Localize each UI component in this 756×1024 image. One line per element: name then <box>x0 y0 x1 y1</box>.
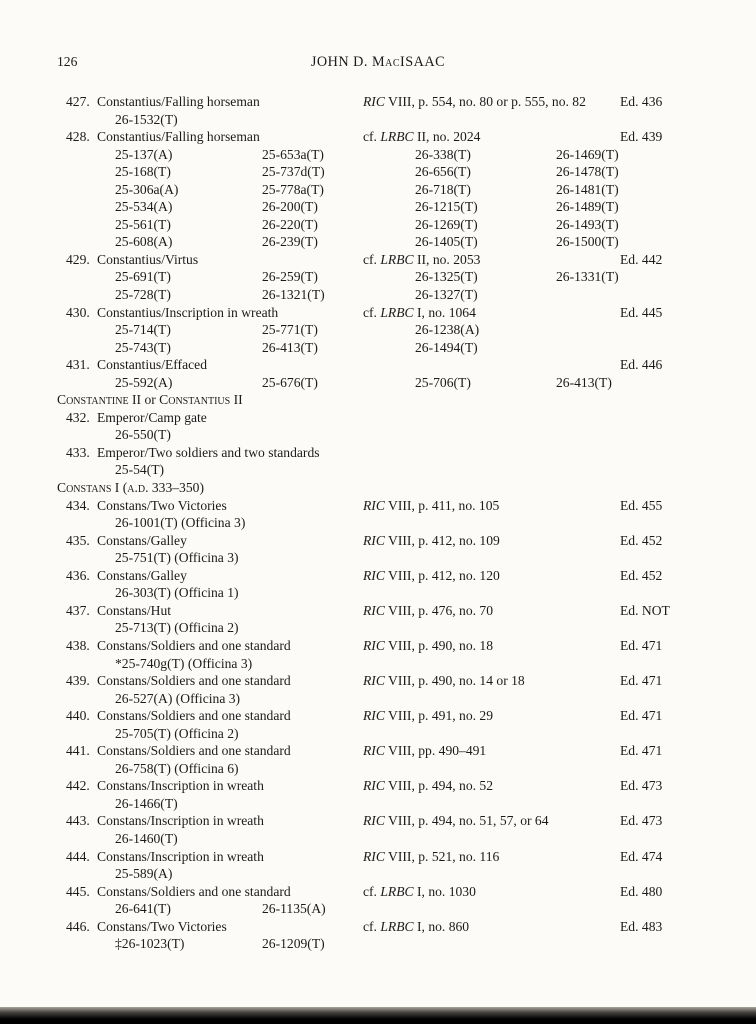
edition-number: Ed. 455 <box>620 497 663 513</box>
specimen-id: 26-1238(A) <box>415 322 480 338</box>
entry-row <box>0 777 756 795</box>
entry-reference: cf. LRBC II, no. 2053 <box>363 251 481 267</box>
entry-description: Constans/Soldiers and one standard <box>97 743 291 759</box>
specimen-row <box>0 286 756 304</box>
reference-abbreviation: LRBC <box>380 129 414 145</box>
entry-number: 437. <box>66 602 90 618</box>
edition-number: Ed. 473 <box>620 813 663 829</box>
specimen-id: 26-1215(T) <box>415 199 478 215</box>
specimen-row <box>0 514 756 532</box>
specimen-id: 25-534(A) <box>115 199 173 215</box>
section-heading-part: or <box>141 392 160 408</box>
specimen-id: 25-168(T) <box>115 164 171 180</box>
entry-row <box>0 532 756 550</box>
entry-reference: RIC VIII, p. 521, no. 116 <box>363 848 500 864</box>
section-heading-part: Constans I (a.d. 333–350) <box>57 480 204 496</box>
entry-reference: RIC VIII, p. 476, no. 70 <box>363 602 494 618</box>
specimen-row <box>0 233 756 251</box>
specimen-row <box>0 795 756 813</box>
entry-row <box>0 602 756 620</box>
specimen-id: 25-691(T) <box>115 269 171 285</box>
entry-number: 431. <box>66 357 90 373</box>
entry-description: Emperor/Two soldiers and two standards <box>97 444 320 460</box>
specimen-id: 26-1135(A) <box>262 901 326 917</box>
specimen-id: 25-713(T) (Officina 2) <box>115 620 239 636</box>
specimen-row <box>0 900 756 918</box>
entry-reference: RIC VIII, p. 494, no. 52 <box>363 778 494 794</box>
entry-description: Constans/Soldiers and one standard <box>97 673 291 689</box>
specimen-row <box>0 725 756 743</box>
reference-abbreviation: LRBC <box>380 883 414 899</box>
entry-reference: cf. LRBC I, no. 1030 <box>363 883 476 899</box>
specimen-id: 26-1209(T) <box>262 936 325 952</box>
specimen-id: 26-641(T) <box>115 901 171 917</box>
specimen-row <box>0 198 756 216</box>
edition-number: Ed. NOT <box>620 602 670 618</box>
specimen-row <box>0 339 756 357</box>
reference-abbreviation: RIC <box>363 497 385 513</box>
reference-abbreviation: RIC <box>363 602 385 618</box>
section-heading-text <box>57 479 204 497</box>
section-heading <box>0 479 756 497</box>
entry-row <box>0 567 756 585</box>
entry-number: 445. <box>66 883 90 899</box>
entry-reference: RIC VIII, p. 412, no. 109 <box>363 532 500 548</box>
entry-number: 427. <box>66 94 90 109</box>
entry-number: 440. <box>66 708 90 724</box>
specimen-id: 26-1532(T) <box>115 111 178 127</box>
edition-number: Ed. 471 <box>620 637 663 653</box>
specimen-id: 26-1481(T) <box>556 181 619 197</box>
entry-row <box>0 848 756 866</box>
edition-number: Ed. 473 <box>620 778 663 794</box>
specimen-id: 26-413(T) <box>556 374 612 390</box>
reference-abbreviation: RIC <box>363 778 385 794</box>
specimen-id: 25-592(A) <box>115 374 173 390</box>
specimen-row <box>0 760 756 778</box>
specimen-id: 26-413(T) <box>262 339 318 355</box>
entry-reference: RIC VIII, p. 494, no. 51, 57, or 64 <box>363 813 549 829</box>
reference-abbreviation: RIC <box>363 567 385 583</box>
specimen-id: 25-714(T) <box>115 322 171 338</box>
specimen-id: 25-771(T) <box>262 322 318 338</box>
specimen-row <box>0 268 756 286</box>
specimen-row <box>0 655 756 673</box>
edition-number: Ed. 474 <box>620 848 663 864</box>
specimen-row <box>0 426 756 444</box>
edition-number: Ed. 471 <box>620 743 663 759</box>
specimen-id: 25-54(T) <box>115 462 165 478</box>
entry-number: 432. <box>66 409 90 425</box>
specimen-id: 26-338(T) <box>415 146 471 162</box>
entry-description: Constans/Inscription in wreath <box>97 778 264 794</box>
entry-reference: RIC VIII, p. 491, no. 29 <box>363 708 494 724</box>
entry-description: Constans/Two Victories <box>97 497 227 513</box>
entry-number: 441. <box>66 743 90 759</box>
entry-number: 433. <box>66 444 90 460</box>
entry-row <box>0 812 756 830</box>
specimen-id: 25-608(A) <box>115 234 173 250</box>
page-body <box>0 93 756 953</box>
specimen-id: 26-220(T) <box>262 216 318 232</box>
specimen-id: ‡26-1023(T) <box>115 936 185 952</box>
section-heading-text <box>57 391 243 409</box>
specimen-id: 26-718(T) <box>415 181 471 197</box>
entry-number: 439. <box>66 673 90 689</box>
specimen-row <box>0 321 756 339</box>
section-heading-part: Constantius II <box>159 392 243 408</box>
specimen-id: 25-728(T) <box>115 287 171 303</box>
specimen-row <box>0 374 756 392</box>
specimen-id: 25-561(T) <box>115 216 171 232</box>
reference-abbreviation: RIC <box>363 637 385 653</box>
entry-row <box>0 251 756 269</box>
specimen-row <box>0 830 756 848</box>
specimen-id: 25-705(T) (Officina 2) <box>115 725 239 741</box>
section-heading <box>0 391 756 409</box>
entry-description: Constans/Two Victories <box>97 918 227 934</box>
edition-number: Ed. 439 <box>620 129 663 145</box>
reference-abbreviation: RIC <box>363 848 385 864</box>
entry-row <box>0 742 756 760</box>
specimen-id: 25-306a(A) <box>115 181 179 197</box>
entry-number: 444. <box>66 848 90 864</box>
reference-abbreviation: RIC <box>363 743 385 759</box>
specimen-id: 26-1466(T) <box>115 795 178 811</box>
specimen-id: *25-740g(T) (Officina 3) <box>115 655 253 671</box>
entry-row <box>0 497 756 515</box>
specimen-id: 26-303(T) (Officina 1) <box>115 585 239 601</box>
page-header <box>0 54 756 72</box>
entry-description: Constantius/Falling horseman <box>97 129 260 145</box>
specimen-id: 26-1405(T) <box>415 234 478 250</box>
specimen-id: 26-1321(T) <box>262 287 325 303</box>
specimen-id: 26-1331(T) <box>556 269 619 285</box>
entry-reference: cf. LRBC I, no. 1064 <box>363 304 476 320</box>
edition-number: Ed. 483 <box>620 918 663 934</box>
page-number: 126 <box>57 54 78 69</box>
specimen-id: 25-743(T) <box>115 339 171 355</box>
specimen-id: 26-758(T) (Officina 6) <box>115 760 239 776</box>
entry-description: Constans/Hut <box>97 602 172 618</box>
specimen-id: 26-656(T) <box>415 164 471 180</box>
specimen-id: 25-137(A) <box>115 146 173 162</box>
entry-row <box>0 444 756 462</box>
specimen-id: 26-1500(T) <box>556 234 619 250</box>
running-head-author: JOHN D. MacISAAC <box>310 54 446 70</box>
entry-number: 435. <box>66 532 90 548</box>
edition-number: Ed. 445 <box>620 304 663 320</box>
reference-abbreviation: RIC <box>363 94 385 109</box>
specimen-id: 25-751(T) (Officina 3) <box>115 550 239 566</box>
specimen-id: 26-239(T) <box>262 234 318 250</box>
entry-number: 429. <box>66 251 90 267</box>
entry-reference: RIC VIII, p. 412, no. 120 <box>363 567 500 583</box>
specimen-id: 26-200(T) <box>262 199 318 215</box>
entry-description: Constans/Soldiers and one standard <box>97 708 291 724</box>
entry-row <box>0 304 756 322</box>
entry-description: Constantius/Inscription in wreath <box>97 304 279 320</box>
entry-row <box>0 637 756 655</box>
specimen-row <box>0 163 756 181</box>
reference-abbreviation: RIC <box>363 813 385 829</box>
entry-number: 442. <box>66 778 90 794</box>
entry-row <box>0 883 756 901</box>
entry-reference: RIC VIII, p. 554, no. 80 or p. 555, no. 82 <box>363 94 586 109</box>
entry-description: Constans/Galley <box>97 532 187 548</box>
reference-abbreviation: LRBC <box>380 304 414 320</box>
specimen-row <box>0 111 756 129</box>
entry-description: Constans/Inscription in wreath <box>97 848 264 864</box>
specimen-id: 26-1269(T) <box>415 216 478 232</box>
entry-row <box>0 409 756 427</box>
entry-number: 446. <box>66 918 90 934</box>
specimen-id: 26-550(T) <box>115 427 171 443</box>
specimen-row <box>0 690 756 708</box>
specimen-id: 26-259(T) <box>262 269 318 285</box>
reference-abbreviation: LRBC <box>380 918 414 934</box>
edition-number: Ed. 436 <box>620 94 663 109</box>
entry-description: Constans/Galley <box>97 567 187 583</box>
reference-abbreviation: RIC <box>363 532 385 548</box>
specimen-row <box>0 865 756 883</box>
specimen-row <box>0 619 756 637</box>
entry-description: Constans/Soldiers and one standard <box>97 883 291 899</box>
entry-row <box>0 672 756 690</box>
entry-row <box>0 707 756 725</box>
edition-number: Ed. 480 <box>620 883 663 899</box>
specimen-id: 25-778a(T) <box>262 181 324 197</box>
entry-number: 436. <box>66 567 90 583</box>
specimen-id: 26-1325(T) <box>415 269 478 285</box>
edition-number: Ed. 446 <box>620 357 663 373</box>
entry-row <box>0 128 756 146</box>
edition-number: Ed. 452 <box>620 532 663 548</box>
specimen-id: 25-737d(T) <box>262 164 325 180</box>
edition-number: Ed. 452 <box>620 567 663 583</box>
specimen-row <box>0 216 756 234</box>
specimen-row <box>0 584 756 602</box>
entry-row <box>0 356 756 374</box>
specimen-id: 26-1460(T) <box>115 830 178 846</box>
entry-number: 428. <box>66 129 90 145</box>
entry-description: Constans/Inscription in wreath <box>97 813 264 829</box>
entry-row <box>0 93 756 111</box>
reference-abbreviation: RIC <box>363 708 385 724</box>
scan-edge-artifact <box>0 1007 756 1024</box>
specimen-id: 26-1493(T) <box>556 216 619 232</box>
specimen-row <box>0 146 756 164</box>
entry-description: Constantius/Virtus <box>97 251 199 267</box>
entry-description: Emperor/Camp gate <box>97 409 207 425</box>
entry-reference: RIC VIII, p. 490, no. 18 <box>363 637 494 653</box>
specimen-row <box>0 181 756 199</box>
entry-number: 434. <box>66 497 90 513</box>
specimen-row <box>0 461 756 479</box>
entry-reference: RIC VIII, pp. 490–491 <box>363 743 487 759</box>
specimen-id: 26-1494(T) <box>415 339 478 355</box>
specimen-id: 25-676(T) <box>262 374 318 390</box>
entry-reference: RIC VIII, p. 490, no. 14 or 18 <box>363 673 525 689</box>
specimen-id: 26-1001(T) (Officina 3) <box>115 515 246 531</box>
entry-reference: cf. LRBC II, no. 2024 <box>363 129 481 145</box>
entry-description: Constantius/Effaced <box>97 357 207 373</box>
specimen-id: 26-1478(T) <box>556 164 619 180</box>
specimen-id: 26-1489(T) <box>556 199 619 215</box>
entry-reference: RIC VIII, p. 411, no. 105 <box>363 497 500 513</box>
specimen-id: 26-1327(T) <box>415 287 478 303</box>
specimen-id: 26-1469(T) <box>556 146 619 162</box>
specimen-id: 26-527(A) (Officina 3) <box>115 690 241 706</box>
edition-number: Ed. 471 <box>620 673 663 689</box>
edition-number: Ed. 471 <box>620 708 663 724</box>
entry-description: Constantius/Falling horseman <box>97 94 260 109</box>
specimen-id: 25-653a(T) <box>262 146 324 162</box>
specimen-row <box>0 935 756 953</box>
entry-description: Constans/Soldiers and one standard <box>97 637 291 653</box>
entry-row <box>0 918 756 936</box>
entry-number: 430. <box>66 304 90 320</box>
specimen-id: 25-706(T) <box>415 374 471 390</box>
entry-number: 443. <box>66 813 90 829</box>
reference-abbreviation: LRBC <box>380 251 414 267</box>
edition-number: Ed. 442 <box>620 251 663 267</box>
specimen-id: 25-589(A) <box>115 866 173 882</box>
entry-reference: cf. LRBC I, no. 860 <box>363 918 470 934</box>
reference-abbreviation: RIC <box>363 673 385 689</box>
entry-number: 438. <box>66 637 90 653</box>
section-heading-part: Constantine II <box>57 392 142 408</box>
specimen-row <box>0 549 756 567</box>
